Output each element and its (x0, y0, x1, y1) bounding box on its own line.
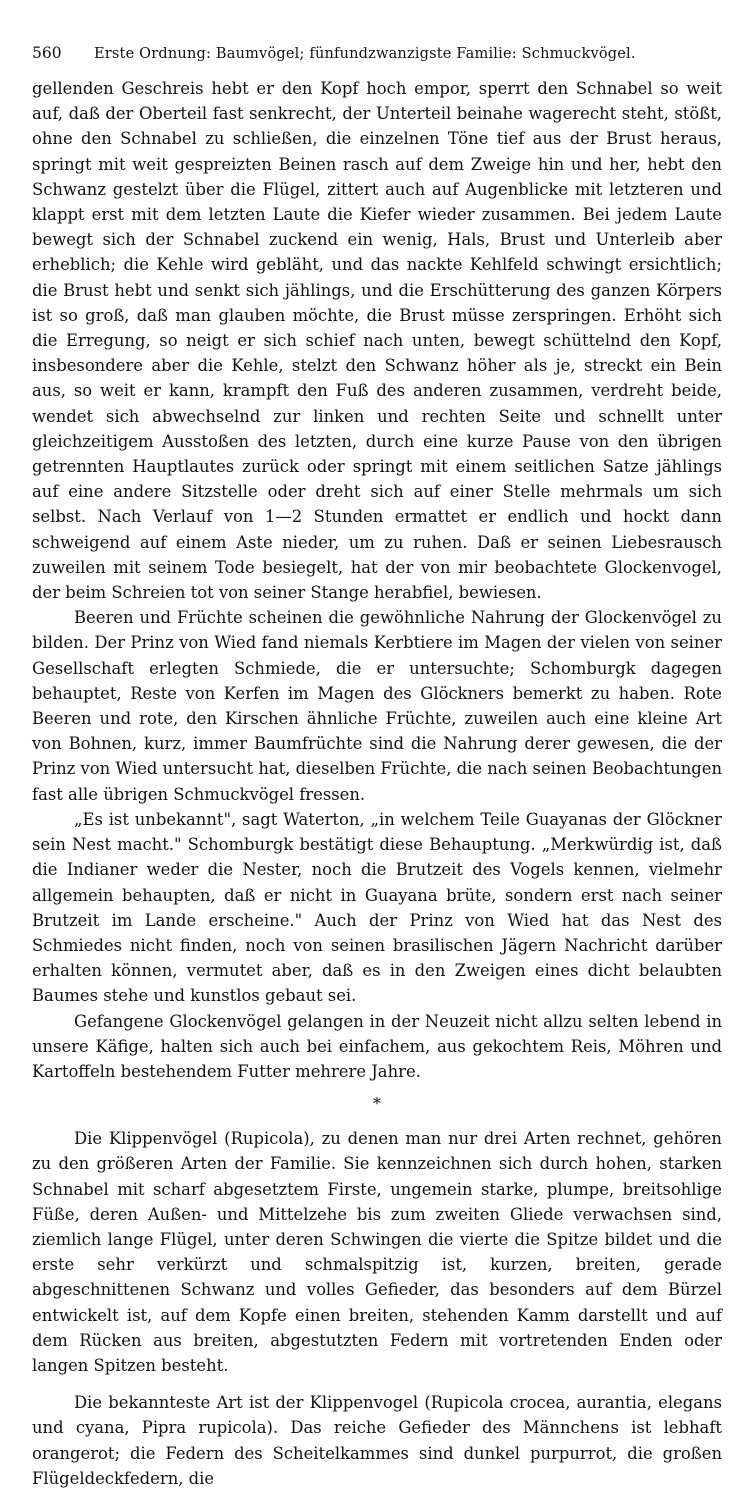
paragraph-glockenvogel-display: gellenden Geschreis hebt er den Kopf hoch empor, sperrt den Schnabel so weit auf, daß der Oberteil fast senkrecht, der Unterteil beinahe wagerecht steht, stößt, ohne den Schnabel zu schließen, die einzelnen Töne tief aus der Brust heraus, springt mit weit gespreizten Beinen rasch auf dem Zweige hin und her, hebt den Schwanz gestelzt über die Flügel, zittert auch auf Augenblicke mit letzteren und klappt erst mit dem letzten Laute die Kiefer wieder zusammen. Bei jedem Laute bewegt sich der Schnabel zuckend ein wenig, Hals, Brust und Unterleib aber erheblich; die Kehle wird gebläht, und das nackte Kehlfeld schwingt ersichtlich; die Brust hebt und senkt sich jählings, und die Erschütterung des ganzen Körpers ist so groß, daß man glauben möchte, die Brust müsse zerspringen. Erhöht sich die Erregung, so neigt er sich schief nach unten, bewegt schüttelnd den Kopf, insbesondere aber die Kehle, stelzt den Schwanz höher als je, streckt ein Bein aus, so weit er kann, krampft den Fuß des anderen zusammen, verdreht beide, wendet sich abwechselnd zur linken und rechten Seite und schnellt unter gleichzeitigem Ausstoßen des letzten, durch eine kurze Pause von den übrigen getrennten Hauptlautes zurück oder springt mit einem seitlichen Satze jählings auf eine andere Sitzstelle oder dreht sich auf einer Stelle mehrmals um sich selbst. Nach Verlauf von 1—2 Stunden ermattet er endlich und hockt dann schweigend auf einem Aste nieder, um zu ruhen. Daß er seinen Liebesrausch zuweilen mit seinem Tode besiegelt, hat der von mir beobachtete Glockenvogel, der beim Schreien tot von seiner Stange herabfiel, bewiesen. (32, 79, 722, 603)
running-title: Erste Ordnung: Baumvögel; fünfundzwanzigste Familie: Schmuckvögel. (94, 46, 636, 62)
page-number: 560 (32, 44, 62, 62)
paragraph-rupicola-crocea: Die bekannteste Art ist der Klippenvogel (Rupicola crocea, aurantia, elegans und cyana, Pipra rupicola). Das reiche Gefieder des Männchens ist lebhaft orangerot; die Federn des Scheitelkammes sind dunkel purpurrot, die großen Flügeldeckfedern, die (32, 1393, 722, 1488)
body-text (32, 76, 722, 1491)
running-head (32, 44, 722, 70)
paragraph-gap (32, 1378, 722, 1390)
paragraph-nest: „Es ist unbekannt", sagt Waterton, „in welchem Teile Guayanas der Glöckner sein Nest macht." Schomburgk bestätigt diese Behauptung. „Merkwürdig ist, daß die Indianer weder die Nester, noch die Brutzeit des Vogels kennen, vielmehr allgemein behaupten, daß er nicht in Guayana brüte, sondern erst nach seiner Brutzeit im Lande erscheine." Auch der Prinz von Wied hat das Nest des Schmiedes nicht finden, noch von seinen brasilischen Jägern Nachricht darüber erhalten können, vermutet aber, daß es in den Zweigen eines dicht belaubten Baumes stehe und kunstlos gebaut sei. (32, 809, 722, 1006)
section-separator: * (373, 1094, 381, 1114)
paragraph-captivity: Gefangene Glockenvögel gelangen in der Neuzeit nicht allzu selten lebend in unsere Käfige, halten sich auch bei einfachem, aus gekochtem Reis, Möhren und Kartoffeln bestehendem Futter mehrere Jahre. (32, 1011, 722, 1081)
paragraph-rupicola-genus: Die Klippenvögel (Rupicola), zu denen man nur drei Arten rechnet, gehören zu den größeren Arten der Familie. Sie kennzeichnen sich durch hohen, starken Schnabel mit scharf abgesetztem Firste, ungemein starke, plumpe, breitsohlige Füße, deren Außen- und Mittelzehe bis zum zweiten Gliede verwachsen sind, ziemlich lange Flügel, unter deren Schwingen die vierte die Spitze bildet und die erste sehr verkürzt und schmalspitzig ist, kurzen, breiten, gerade abgeschnittenen Schwanz und volles Gefieder, das besonders auf dem Bürzel entwickelt ist, auf dem Kopfe einen breiten, stehenden Kamm darstellt und auf dem Rücken aus breiten, abgestutzten Federn mit vortretenden Enden oder langen Spitzen besteht. (32, 1129, 722, 1375)
paragraph-food: Beeren und Früchte scheinen die gewöhnliche Nahrung der Glockenvögel zu bilden. Der Prinz von Wied fand niemals Kerbtiere im Magen der vielen von seiner Gesellschaft erlegten Schmiede, die er untersuchte; Schomburgk dagegen behauptet, Reste von Kerfen im Magen des Glöckners bemerkt zu haben. Rote Beeren und rote, den Kirschen ähnliche Früchte, zuweilen auch eine kleine Art von Bohnen, kurz, immer Baumfrüchte sind die Nahrung derer gewesen, die der Prinz von Wied untersucht hat, dieselben Früchte, die nach seinen Beobachtungen fast alle übrigen Schmuckvögel fressen. (32, 608, 722, 804)
